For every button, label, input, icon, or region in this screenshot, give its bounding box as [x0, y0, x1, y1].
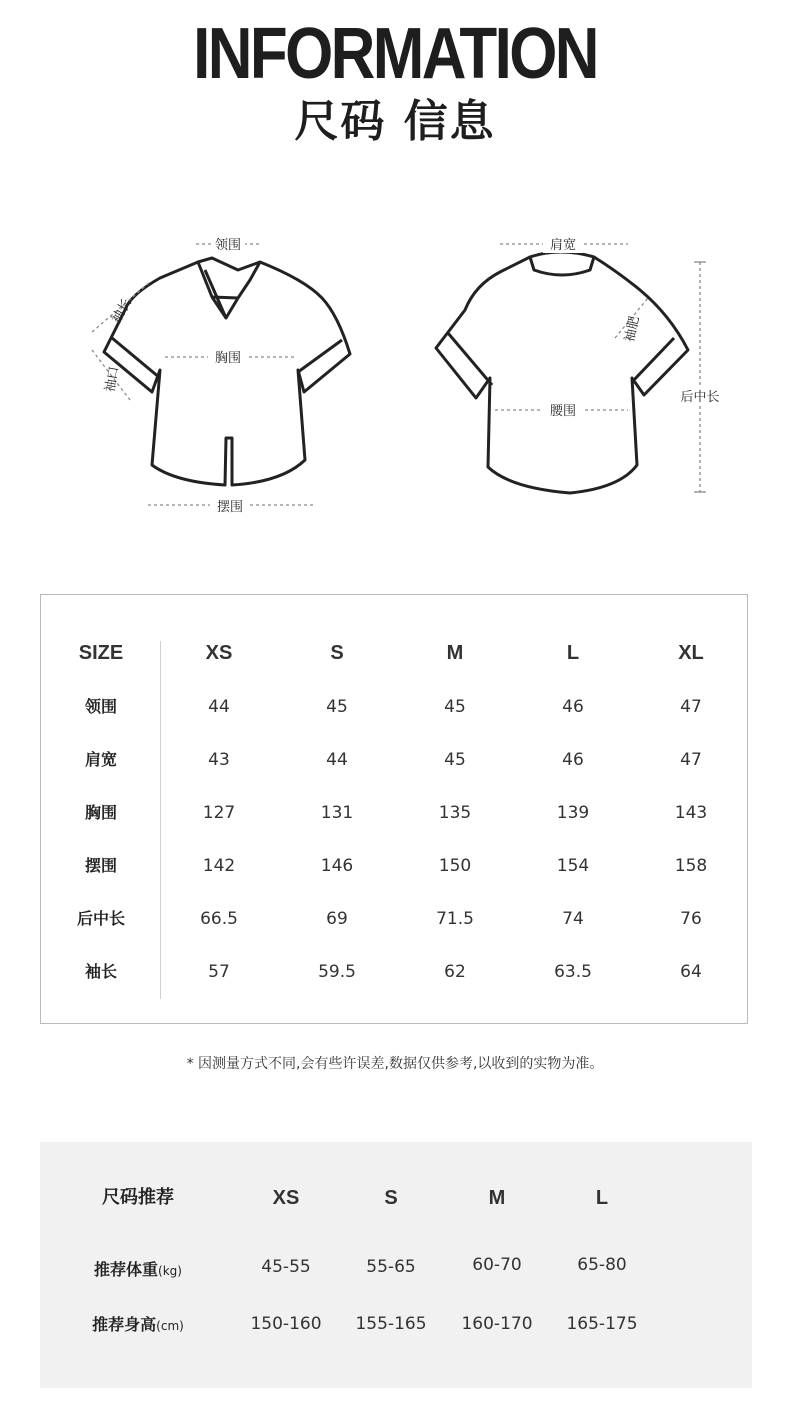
rec-weight-text: 推荐体重: [94, 1260, 159, 1279]
table-row-label: 胸围: [84, 803, 117, 822]
table-cell: 45: [326, 697, 348, 717]
table-cell: 64: [680, 962, 702, 982]
rec-size-s: S: [384, 1187, 398, 1209]
table-cell: 45: [444, 697, 466, 717]
table-cell: 47: [680, 750, 702, 770]
label-waist: 腰围: [549, 404, 577, 419]
rec-weight-label: [40, 1259, 236, 1282]
rec-height-unit: (cm): [156, 1319, 184, 1333]
table-cell: 62: [444, 962, 466, 982]
rec-weight-value: 65-80: [577, 1255, 627, 1275]
table-row-label: 摆围: [84, 856, 117, 875]
back-left-cuff: [448, 333, 492, 385]
rec-height-value: 160-170: [461, 1314, 533, 1334]
back-collar-outline: [530, 252, 594, 275]
page-title-cn: 尺码 信息: [294, 96, 496, 147]
table-row-label: 袖长: [84, 962, 117, 981]
rec-size-m: M: [488, 1187, 506, 1209]
recommendation-title: 尺码推荐: [102, 1187, 174, 1208]
label-sleeve-width: 袖肥: [622, 314, 643, 344]
table-cell: 71.5: [436, 909, 474, 929]
label-collar: 领围: [214, 238, 242, 253]
size-header-xs: XS: [205, 642, 233, 664]
table-cell: 154: [556, 856, 590, 876]
measurement-note: * 因测量方式不同,会有些许误差,数据仅供参考,以收到的实物为准。: [186, 1056, 604, 1072]
label-back-length: 后中长: [680, 390, 720, 405]
table-cell: 46: [562, 697, 584, 717]
table-cell: 74: [562, 909, 584, 929]
table-row-label: 领围: [84, 697, 117, 716]
table-cell: 131: [320, 803, 354, 823]
label-shoulder: 肩宽: [549, 238, 577, 253]
table-cell: 150: [438, 856, 472, 876]
table-cell: 76: [680, 909, 702, 929]
back-right-cuff: [632, 338, 674, 382]
back-shirt-diagram: [436, 235, 728, 493]
table-cell: 127: [202, 803, 236, 823]
rec-weight-value: 60-70: [472, 1255, 522, 1275]
table-cell: 139: [556, 803, 590, 823]
back-shirt-outline: [436, 257, 688, 493]
rec-weight-unit: (kg): [158, 1264, 182, 1278]
size-table: [40, 594, 748, 1024]
rec-size-l: L: [595, 1187, 609, 1209]
rec-height-text: 推荐身高: [92, 1315, 157, 1334]
rec-height-value: 155-165: [355, 1314, 427, 1334]
page-title-en: INFORMATION: [193, 14, 597, 94]
label-sleeve-length: 袖长: [108, 296, 135, 327]
label-cuff: 袖口: [102, 365, 123, 394]
table-row-label: 肩宽: [84, 750, 117, 769]
table-cell: 142: [202, 856, 236, 876]
table-cell: 69: [326, 909, 348, 929]
front-shirt-outline: [104, 262, 350, 485]
rec-size-xs: XS: [272, 1187, 300, 1209]
table-cell: 146: [320, 856, 354, 876]
table-cell: 57: [208, 962, 230, 982]
rec-height-value: 150-160: [250, 1314, 322, 1334]
size-header-s: S: [330, 642, 344, 664]
table-cell: 47: [680, 697, 702, 717]
rec-weight-value: 45-55: [261, 1257, 311, 1277]
table-cell: 135: [438, 803, 472, 823]
table-divider: [160, 641, 161, 999]
rec-height-value: 165-175: [566, 1314, 638, 1334]
table-cell: 158: [674, 856, 708, 876]
table-cell: 63.5: [554, 962, 592, 982]
label-chest: 胸围: [214, 351, 242, 366]
rec-height-label: [40, 1314, 236, 1337]
measurement-diagrams: [0, 220, 790, 530]
table-cell: 44: [208, 697, 230, 717]
size-header-label: SIZE: [78, 642, 124, 664]
size-recommendation: [40, 1142, 752, 1388]
table-cell: 66.5: [200, 909, 238, 929]
front-collar-outline: [198, 258, 260, 318]
size-header-m: M: [446, 642, 464, 664]
table-cell: 44: [326, 750, 348, 770]
table-row-label: 后中长: [76, 909, 125, 928]
front-shirt-diagram: [92, 235, 350, 515]
rec-weight-value: 55-65: [366, 1257, 416, 1277]
size-header-l: L: [566, 642, 580, 664]
table-cell: 143: [674, 803, 708, 823]
label-hem: 摆围: [216, 500, 244, 515]
table-cell: 45: [444, 750, 466, 770]
table-cell: 43: [208, 750, 230, 770]
size-header-xl: XL: [678, 642, 704, 664]
table-cell: 46: [562, 750, 584, 770]
table-cell: 59.5: [318, 962, 356, 982]
